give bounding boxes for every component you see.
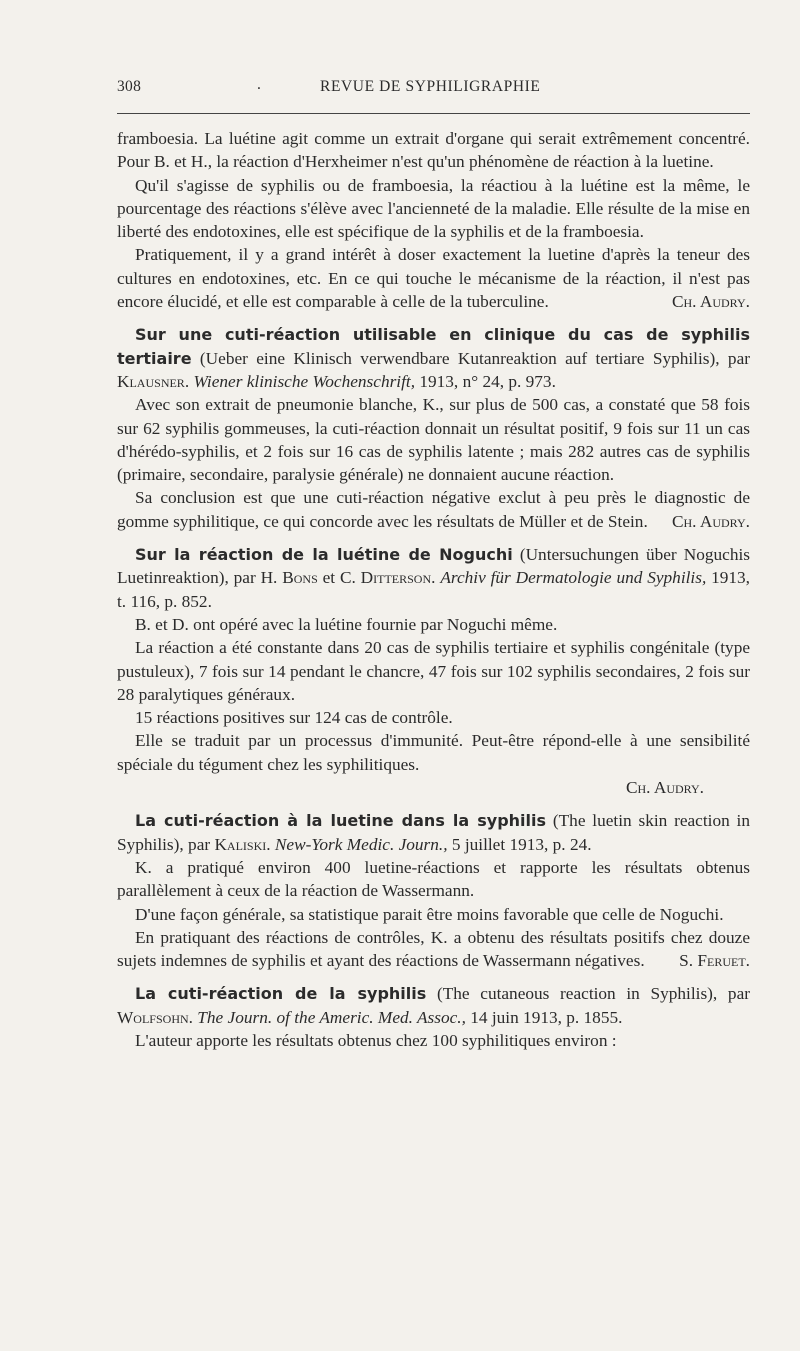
header-rule bbox=[117, 113, 750, 114]
article-reference: . bbox=[184, 371, 194, 391]
journal-name: Wiener klinische Wochenschrift, bbox=[193, 371, 416, 391]
journal-name: Archiv für Dermatologie und Syphilis, bbox=[440, 568, 707, 588]
signature: S. Feruet. bbox=[679, 951, 750, 971]
paragraph bbox=[117, 926, 750, 973]
article-reference: (Ueber eine Klinisch verwendbare Kutanreaktion auf tertiare Syphilis), par bbox=[191, 348, 750, 368]
article-reference: 1913, t. 116, p. 852. bbox=[117, 568, 750, 611]
author-name: Wolfsohn bbox=[117, 1007, 189, 1027]
article-reference: (The luetin skin reaction in Syphilis), par bbox=[117, 811, 750, 854]
article-reference: . bbox=[188, 1007, 198, 1027]
journal-name: New-York Medic. Journ., bbox=[274, 834, 448, 854]
article-title: La cuti-réaction de la syphilis bbox=[135, 984, 427, 1004]
article-reference: . bbox=[431, 568, 441, 588]
article-reference: 14 juin 1913, p. 1855. bbox=[465, 1007, 623, 1027]
article-title: Sur la réaction de la luétine de Noguchi bbox=[135, 545, 513, 565]
body-text bbox=[117, 127, 750, 1052]
article-title: La cuti-réaction à la luetine dans la syphilis bbox=[135, 811, 547, 831]
author-name: Kaliski bbox=[214, 834, 267, 854]
paragraph-text: Sa conclusion est que une cuti-réaction négative exclut à peu près le diagnostic de gomme syphilitique, ce qui concorde avec les résultats de Müller et de Stein. bbox=[117, 488, 750, 531]
paragraph: Elle se traduit par un processus d'immunité. Peut-être répond-elle à une sensibilité spéciale du tégument chez les syphilitiques. bbox=[117, 731, 750, 774]
article-heading bbox=[117, 323, 750, 393]
paragraph bbox=[117, 486, 750, 533]
signature: Ch. Audry. bbox=[671, 292, 750, 312]
article-reference: et C. bbox=[317, 568, 361, 588]
journal-name: The Journ. of the Americ. Med. Assoc., bbox=[197, 1007, 466, 1027]
paragraph bbox=[117, 243, 750, 313]
page-number: 308 bbox=[117, 78, 142, 95]
paragraph: D'une façon générale, sa statistique parait être moins favorable que celle de Noguchi. bbox=[135, 904, 724, 924]
signature: Ch. Audry. bbox=[671, 511, 750, 531]
paragraph-text: Pratiquement, il y a grand intérêt à doser exactement la luetine d'après la teneur des cultures en endotoxines, etc. En ce qui touche le mécanisme de la réaction, il n'est pas encore élucidé, et elle est comparable à celle de la tuberculine. bbox=[117, 245, 750, 312]
paragraph: Qu'il s'agisse de syphilis ou de framboesia, la réactiou à la luétine est la même, le pourcentage des réactions s'élève avec l'ancienneté de la maladie. Elle résulte de la mise en liberté des endotoxines, elle est spécifique de la syphilis et de la framboesia. bbox=[117, 175, 750, 242]
article-reference: 5 juillet 1913, p. 24. bbox=[447, 834, 592, 854]
signature: Ch. Audry. bbox=[625, 778, 704, 798]
paragraph: L'auteur apporte les résultats obtenus chez 100 syphilitiques environ : bbox=[135, 1030, 617, 1050]
paragraph: La réaction a été constante dans 20 cas de syphilis tertiaire et syphilis congénitale (type pustuleux), 7 fois sur 14 pendant le chancre, 47 fois sur 102 syphilis secondaires, 2 fois sur 28 paralytiques généraux. bbox=[117, 638, 750, 704]
paragraph-text: En pratiquant des réactions de contrôles, K. a obtenu des résultats positifs chez douze sujets indemnes de syphilis et ayant des réactions de Wassermann négatives. bbox=[117, 927, 750, 971]
paragraph: Avec son extrait de pneumonie blanche, K., sur plus de 500 cas, a constaté que 58 fois sur 62 syphilis gommeuses, la cuti-réaction donnait un résultat positif, 9 fois sur 11 un cas d'hérédo-syphilis, et 2 fois sur 16 cas de syphilis latente ; mais 282 autres cas de syphilis (primaire, secondaire, paralysie générale) ne donnaient aucune réaction. bbox=[117, 395, 750, 485]
article-reference: 1913, n° 24, p. 973. bbox=[415, 371, 556, 391]
author-name: Klausner bbox=[117, 371, 185, 391]
signature-line bbox=[117, 776, 750, 799]
author-name: Bons bbox=[282, 568, 318, 588]
article-heading bbox=[117, 982, 750, 1029]
article-heading bbox=[117, 809, 750, 856]
article-title: Sur une cuti-réaction utilisable en clinique du cas de syphilis tertiaire bbox=[117, 325, 750, 368]
article-reference: (Untersuchungen über Noguchis Luetinreaktion), par H. bbox=[117, 545, 750, 588]
author-name: Ditterson bbox=[360, 568, 432, 588]
article-reference: (The cutaneous reaction in Syphilis), par bbox=[426, 984, 750, 1004]
article-heading bbox=[117, 543, 750, 613]
article-reference: . bbox=[266, 834, 275, 854]
paragraph: framboesia. La luétine agit comme un extrait d'organe qui serait extrêmement concentré. Pour B. et H., la réaction d'Herxheimer n'est qu'un phénomène de réaction à la luetine. bbox=[117, 129, 750, 172]
header-dot: . bbox=[257, 76, 262, 93]
running-title: REVUE DE SYPHILIGRAPHIE bbox=[320, 78, 541, 95]
page-header bbox=[117, 78, 750, 100]
paragraph: K. a pratiqué environ 400 luetine-réactions et rapporte les résultats obtenus parallèlement à ceux de la réaction de Wassermann. bbox=[117, 857, 750, 901]
paragraph: B. et D. ont opéré avec la luétine fournie par Noguchi même. bbox=[135, 614, 558, 634]
paragraph: 15 réactions positives sur 124 cas de contrôle. bbox=[135, 708, 453, 728]
